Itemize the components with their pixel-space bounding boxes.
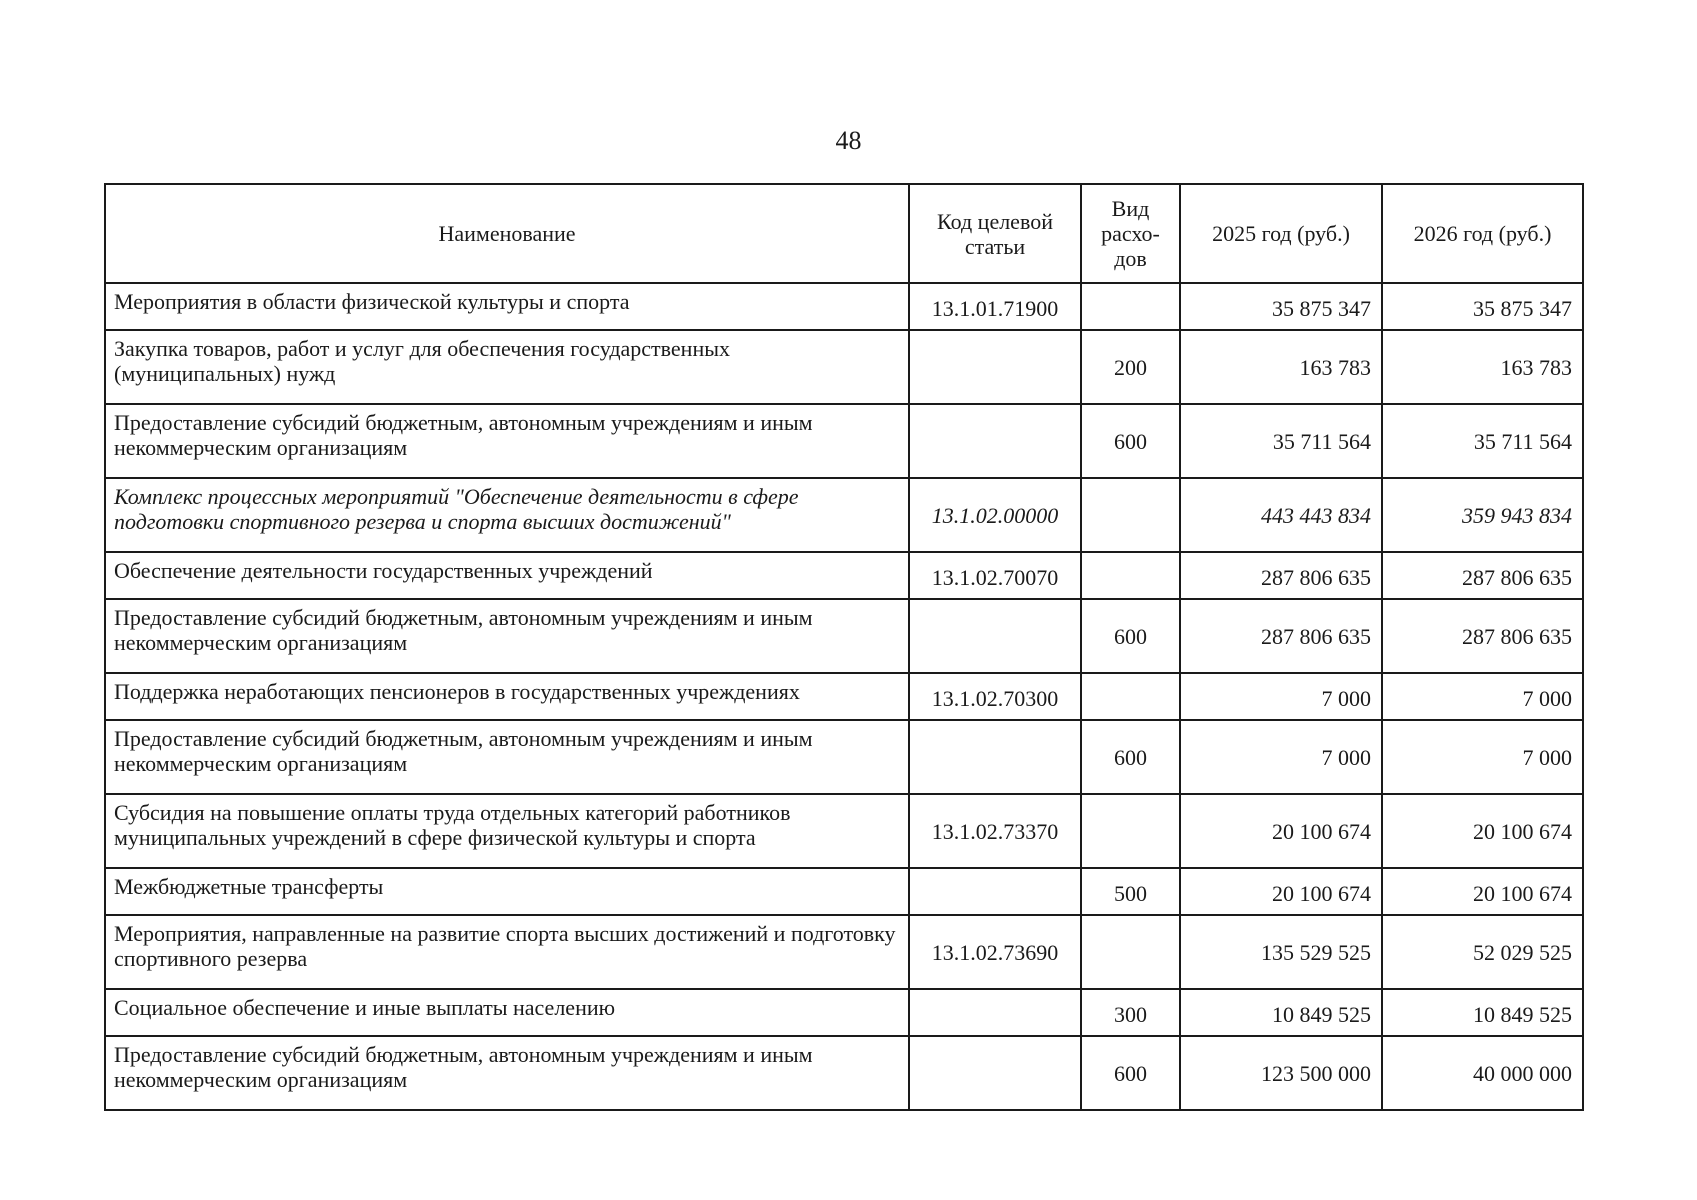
row-code — [909, 720, 1081, 794]
row-2025: 287 806 635 — [1180, 599, 1382, 673]
row-type: 600 — [1081, 599, 1180, 673]
row-2026: 287 806 635 — [1382, 552, 1583, 599]
row-name: Предоставление субсидий бюджетным, автономным учреждениям и иным некоммерческим организациям — [105, 599, 909, 673]
page-number: 48 — [835, 126, 862, 155]
row-type: 600 — [1081, 404, 1180, 478]
row-2026: 40 000 000 — [1382, 1036, 1583, 1110]
table-row — [105, 673, 1583, 720]
table-row — [105, 915, 1583, 989]
header-code: Код целевой статьи — [909, 184, 1081, 283]
row-2025: 20 100 674 — [1180, 794, 1382, 868]
row-code: 13.1.02.70300 — [909, 673, 1081, 720]
row-2026: 35 875 347 — [1382, 283, 1583, 330]
row-2026: 10 849 525 — [1382, 989, 1583, 1036]
row-type: 500 — [1081, 868, 1180, 915]
table-row — [105, 720, 1583, 794]
row-2025: 7 000 — [1180, 673, 1382, 720]
row-2026: 52 029 525 — [1382, 915, 1583, 989]
row-code — [909, 330, 1081, 404]
table-row — [105, 599, 1583, 673]
row-type — [1081, 478, 1180, 552]
row-code — [909, 989, 1081, 1036]
row-name: Межбюджетные трансферты — [105, 868, 909, 915]
row-2026: 287 806 635 — [1382, 599, 1583, 673]
row-2026: 7 000 — [1382, 720, 1583, 794]
row-2025: 163 783 — [1180, 330, 1382, 404]
row-name: Предоставление субсидий бюджетным, автономным учреждениям и иным некоммерческим организациям — [105, 1036, 909, 1110]
row-type: 600 — [1081, 720, 1180, 794]
row-code — [909, 868, 1081, 915]
budget-table — [104, 183, 1584, 1111]
row-2026: 20 100 674 — [1382, 794, 1583, 868]
row-type — [1081, 915, 1180, 989]
row-code — [909, 599, 1081, 673]
row-code: 13.1.02.73370 — [909, 794, 1081, 868]
row-code: 13.1.01.71900 — [909, 283, 1081, 330]
row-name: Предоставление субсидий бюджетным, автономным учреждениям и иным некоммерческим организациям — [105, 720, 909, 794]
row-type — [1081, 283, 1180, 330]
row-2025: 35 875 347 — [1180, 283, 1382, 330]
row-2026: 163 783 — [1382, 330, 1583, 404]
row-2025: 20 100 674 — [1180, 868, 1382, 915]
row-code — [909, 404, 1081, 478]
row-2025: 287 806 635 — [1180, 552, 1382, 599]
row-code: 13.1.02.73690 — [909, 915, 1081, 989]
row-code: 13.1.02.70070 — [909, 552, 1081, 599]
table-row — [105, 868, 1583, 915]
row-2025: 35 711 564 — [1180, 404, 1382, 478]
table-row — [105, 1036, 1583, 1110]
row-name: Закупка товаров, работ и услуг для обеспечения государственных (муниципальных) нужд — [105, 330, 909, 404]
header-name: Наименование — [105, 184, 909, 283]
row-2026: 359 943 834 — [1382, 478, 1583, 552]
row-2025: 7 000 — [1180, 720, 1382, 794]
row-2025: 10 849 525 — [1180, 989, 1382, 1036]
row-name: Обеспечение деятельности государственных учреждений — [105, 552, 909, 599]
row-type: 300 — [1081, 989, 1180, 1036]
header-2026: 2026 год (руб.) — [1382, 184, 1583, 283]
row-type: 600 — [1081, 1036, 1180, 1110]
row-type — [1081, 794, 1180, 868]
table-row — [105, 330, 1583, 404]
row-name: Мероприятия в области физической культуры и спорта — [105, 283, 909, 330]
row-2026: 7 000 — [1382, 673, 1583, 720]
row-name: Социальное обеспечение и иные выплаты населению — [105, 989, 909, 1036]
row-2025: 123 500 000 — [1180, 1036, 1382, 1110]
row-2026: 20 100 674 — [1382, 868, 1583, 915]
row-name: Предоставление субсидий бюджетным, автономным учреждениям и иным некоммерческим организациям — [105, 404, 909, 478]
table-row — [105, 794, 1583, 868]
row-name: Субсидия на повышение оплаты труда отдельных категорий работников муниципальных учреждений в сфере физической культуры и спорта — [105, 794, 909, 868]
row-code: 13.1.02.00000 — [909, 478, 1081, 552]
table-row — [105, 552, 1583, 599]
row-type — [1081, 552, 1180, 599]
row-name: Мероприятия, направленные на развитие спорта высших достижений и подготовку спортивного резерва — [105, 915, 909, 989]
header-type: Вид расхо-дов — [1081, 184, 1180, 283]
header-2025: 2025 год (руб.) — [1180, 184, 1382, 283]
row-name: Поддержка неработающих пенсионеров в государственных учреждениях — [105, 673, 909, 720]
row-2026: 35 711 564 — [1382, 404, 1583, 478]
row-type: 200 — [1081, 330, 1180, 404]
table-row — [105, 404, 1583, 478]
row-2025: 135 529 525 — [1180, 915, 1382, 989]
row-name: Комплекс процессных мероприятий "Обеспечение деятельности в сфере подготовки спортивного резерва и спорта высших достижений" — [105, 478, 909, 552]
row-2025: 443 443 834 — [1180, 478, 1382, 552]
table-row — [105, 283, 1583, 330]
table-header-row — [105, 184, 1583, 283]
row-code — [909, 1036, 1081, 1110]
table-row — [105, 989, 1583, 1036]
table-row — [105, 478, 1583, 552]
row-type — [1081, 673, 1180, 720]
